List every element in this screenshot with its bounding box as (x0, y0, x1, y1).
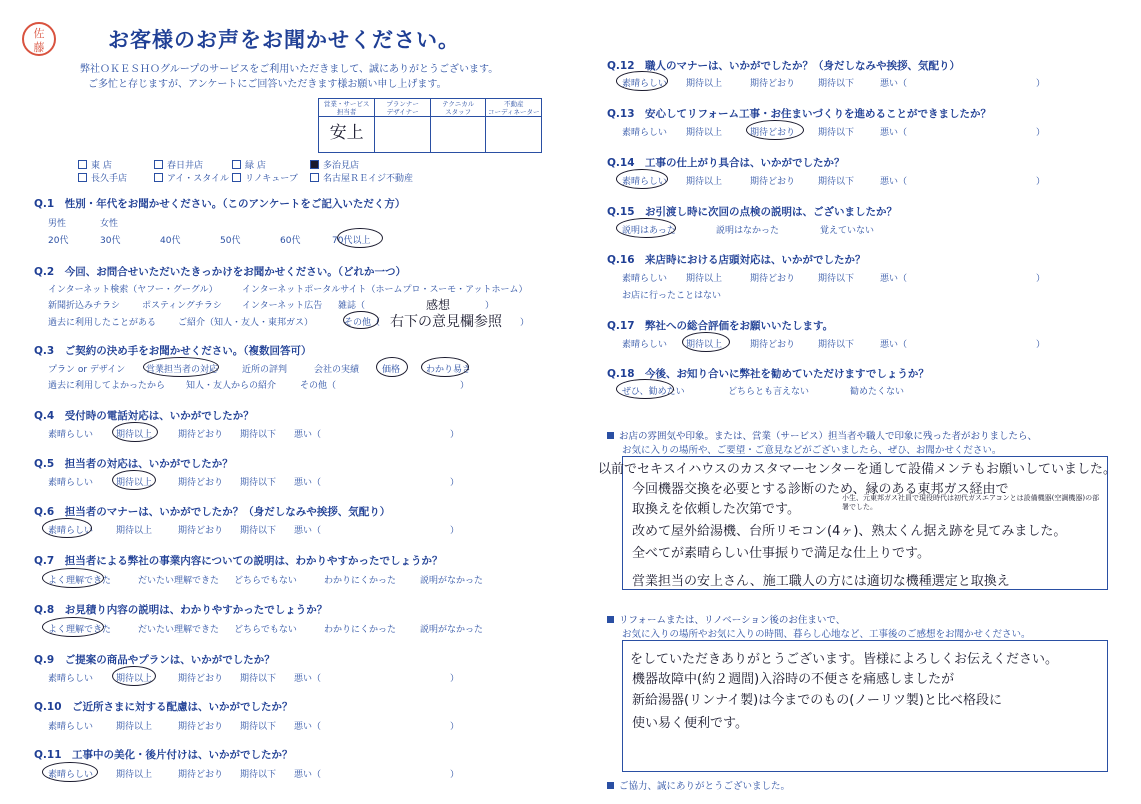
q10-opt-bad[interactable]: 悪い（ (294, 722, 322, 732)
q2-answer-circle (343, 311, 379, 329)
q4-answer-circle (112, 422, 158, 442)
checkbox-icon (154, 173, 163, 182)
q11-opt-below[interactable]: 期待以下 (240, 770, 277, 780)
store-midori[interactable]: 緑 店 (232, 158, 310, 171)
q11-opt-expected[interactable]: 期待どおり (178, 770, 224, 780)
q8-answer-circle (42, 617, 104, 637)
q6-opt-above[interactable]: 期待以上 (116, 526, 153, 536)
q3-other[interactable]: その他（ (300, 381, 337, 391)
q13-opt-close: ） (1036, 128, 1046, 138)
q2-posting-flyer[interactable]: ポスティングチラシ (142, 301, 222, 311)
q13-opt-bad[interactable]: 悪い（ (880, 128, 908, 138)
q16-label: Q.16 来店時における店頭対応は、いかがでしたか？ (607, 254, 866, 266)
staff-sales-name: 安上 (329, 123, 364, 143)
comment1-side-note: 小生、元東邦ガス社員で現役時代は初代ガスエアコンとは設備機器(空調機器)の部署でした。 (842, 494, 1100, 511)
q4-opt-expected[interactable]: 期待どおり (178, 430, 224, 440)
q12-opt-excellent[interactable]: 素晴らしい (622, 79, 668, 89)
q14-options (622, 174, 1045, 187)
q10-opt-above[interactable]: 期待以上 (116, 722, 153, 732)
q5-options (48, 475, 459, 488)
q3-past-use[interactable]: 過去に利用してよかったから (48, 381, 166, 391)
q16-opt-never-visited[interactable]: お店に行ったことはない (622, 291, 722, 301)
store-kasugai[interactable]: 春日井店 (154, 158, 232, 171)
q4-opt-bad[interactable]: 悪い（ (294, 430, 322, 440)
comment1-line-5: 全べてが素晴らしい仕事振りで満足な仕上りです。 (632, 546, 930, 561)
checkbox-checked-icon (310, 160, 319, 169)
q6-answer-circle (42, 518, 92, 538)
q3-answer-circle-sales (143, 357, 219, 377)
q9-label: Q.9 ご提案の商品やプランは、いかがでしたか？ (34, 654, 275, 666)
q9-opt-close: ） (450, 674, 460, 684)
q10-label: Q.10 ご近所さまに対する配慮は、いかがでしたか？ (34, 701, 293, 713)
q7-answer-circle (42, 568, 104, 588)
q2-referral[interactable]: ご紹介（知人・友人・東邦ガス） (178, 318, 314, 328)
q17-opt-above[interactable]: 期待以上 (686, 340, 723, 350)
q1-age-50s[interactable]: 50代 (220, 236, 241, 246)
q18-opt-not-recommend[interactable]: 勧めたくない (850, 387, 905, 397)
checkbox-icon (78, 160, 87, 169)
q3-clarity[interactable]: わかり易さ (426, 365, 472, 375)
comment1-heading: お店の雰囲気や印象。または、営業（サービス）担当者や職人で印象に残った者がおりましたら、 (607, 428, 1037, 442)
checkbox-icon (232, 173, 241, 182)
q15-opt-dont-remember[interactable]: 覚えていない (820, 226, 875, 236)
q15-opt-yes[interactable]: 説明はあった (622, 226, 676, 236)
q5-answer-circle (112, 470, 156, 490)
q16-opt-close: ） (1036, 274, 1046, 284)
q5-label: Q.5 担当者の対応は、いかがでしたか？ (34, 458, 233, 470)
q12-opt-below[interactable]: 期待以下 (818, 79, 855, 89)
q11-label: Q.11 工事中の美化・後片付けは、いかがでしたか？ (34, 749, 293, 761)
q17-opt-below[interactable]: 期待以下 (818, 340, 855, 350)
q7-options (48, 573, 483, 586)
footer-thanks: ご協力、誠にありがとうございました。 (607, 778, 790, 792)
comment1-line-2: 今回機器交換を必要とする診断のため、縁のある東邦ガス経由で (632, 482, 1009, 497)
q13-opt-expected[interactable]: 期待どおり (750, 128, 796, 138)
q1-label: Q.1 性別・年代をお聞かせください。（このアンケートをご記入いただく方） (34, 198, 406, 210)
q17-opt-bad[interactable]: 悪い（ (880, 340, 908, 350)
q13-answer-circle (746, 120, 804, 140)
q10-options (48, 719, 459, 732)
q18-answer-circle (616, 379, 674, 399)
q18-opt-neutral[interactable]: どちらとも言えない (728, 387, 810, 397)
q12-options (622, 76, 1045, 89)
staff-header-realestate: 不動産 コーディネーター (486, 99, 542, 117)
comment2-line-3: 新給湯器(リンナイ製)は今までのもの(ノーリツ製)と比べ格段に (632, 693, 1002, 708)
q12-opt-expected[interactable]: 期待どおり (750, 79, 796, 89)
q17-opt-excellent[interactable]: 素晴らしい (622, 340, 668, 350)
q10-opt-below[interactable]: 期待以下 (240, 722, 277, 732)
q2-past-use[interactable]: 過去に利用したことがある (48, 318, 157, 328)
q15-label: Q.15 お引渡し時に次回の点検の説明は、ございましたか？ (607, 206, 898, 218)
q1-gender-row (48, 216, 118, 229)
q4-opt-excellent[interactable]: 素晴らしい (48, 430, 94, 440)
store-row-2 (78, 171, 413, 184)
q2-newspaper-flyer[interactable]: 新聞折込みチラシ (48, 301, 121, 311)
q2-magazine-close: ） (485, 301, 495, 311)
q3-reputation[interactable]: 近所の評判 (242, 365, 288, 375)
q5-opt-excellent[interactable]: 素晴らしい (48, 478, 94, 488)
q16-opt-bad[interactable]: 悪い（ (880, 274, 908, 284)
q13-options (622, 125, 1045, 138)
q4-opt-below[interactable]: 期待以下 (240, 430, 277, 440)
q2-magazine[interactable]: 雑誌（ (338, 301, 366, 311)
comment2-heading: リフォームまたは、リノベーション後のお住まいで、 (607, 612, 845, 626)
q13-opt-above[interactable]: 期待以上 (686, 128, 723, 138)
q10-opt-excellent[interactable]: 素晴らしい (48, 722, 94, 732)
q12-opt-above[interactable]: 期待以上 (686, 79, 723, 89)
q2-internet-ad[interactable]: インターネット広告 (242, 301, 323, 311)
staff-header-planner: プランナー デザイナー (375, 99, 431, 117)
q3-answer-circle-clarity (421, 357, 472, 377)
q14-opt-bad[interactable]: 悪い（ (880, 177, 908, 187)
q9-answer-circle (112, 666, 156, 686)
q17-opt-close: ） (1036, 340, 1046, 350)
staff-sales-cell[interactable] (319, 117, 375, 153)
intro-text: 弊社ＯＫＥＳＨＯグループのサービスをご利用いただきまして、誠にありがとうございます。 ご多忙と存じますが、アンケートにご回答いただきます様お願い申し上げます。 (80, 64, 499, 90)
q8-label: Q.8 お見積り内容の説明は、わかりやすかったでしょうか？ (34, 604, 328, 616)
staff-header-sales: 営業・サービス 担当者 (319, 99, 375, 117)
q4-label: Q.4 受付時の電話対応は、いかがでしたか？ (34, 410, 254, 422)
q12-opt-bad[interactable]: 悪い（ (880, 79, 908, 89)
q3-sales-staff[interactable]: 営業担当者の対応 (146, 365, 219, 375)
q1-age-40s[interactable]: 40代 (160, 236, 181, 246)
q14-opt-close: ） (1036, 177, 1046, 187)
q2-portal-site[interactable]: インターネットポータルサイト（ホームプロ・スーモ・アットホーム） (242, 285, 528, 295)
q13-label: Q.13 安心してリフォーム工事・お住まいづくりを進めることができましたか？ (607, 108, 992, 120)
q3-friend-referral[interactable]: 知人・友人からの紹介 (186, 381, 277, 391)
q18-opt-recommend[interactable]: ぜひ、勧めたい (622, 387, 685, 397)
comment2-subheading: お気に入りの場所やお気に入りの時間、暮らし心地など、工事後のご感想をお聞かせください。 (622, 629, 1031, 640)
q14-label: Q.14 工事の仕上がり具合は、いかがでしたか？ (607, 157, 845, 169)
q14-opt-below[interactable]: 期待以下 (818, 177, 855, 187)
q13-opt-excellent[interactable]: 素晴らしい (622, 128, 668, 138)
q7-opt-neutral[interactable]: どちらでもない (234, 576, 297, 586)
q14-answer-circle (616, 169, 668, 189)
q3-price[interactable]: 価格 (382, 365, 401, 375)
q3-track-record[interactable]: 会社の実績 (314, 365, 360, 375)
comment1-line-1: 以前でセキスイハウスのカスタマーセンターを通して設備メンテもお願いしていました。 (598, 462, 1117, 477)
checkbox-icon (310, 173, 319, 182)
q7-opt-understood[interactable]: よく理解できた (48, 576, 112, 586)
q1-age-70s[interactable]: 70代以上 (332, 236, 371, 246)
q2-other[interactable]: その他（ (344, 318, 381, 328)
q3-row-2 (48, 378, 469, 391)
q11-options (48, 767, 459, 780)
q15-opt-no[interactable]: 説明はなかった (716, 226, 780, 236)
square-bullet-icon (607, 616, 614, 623)
comment2-line-2: 機器故障中(約２週間)入浴時の不便さを痛感しましたが (632, 672, 955, 687)
comment1-line-3: 取換えを依頼した次第です。 (632, 502, 800, 517)
q1-age-20s[interactable]: 20代 (48, 236, 69, 246)
q8-opt-none[interactable]: 説明がなかった (420, 625, 484, 635)
store-renocube[interactable]: リノキューブ (232, 171, 310, 184)
page-title: お客様のお声をお聞かせください。 (108, 28, 460, 52)
q4-opt-close: ） (450, 430, 460, 440)
q1-age-30s[interactable]: 30代 (100, 236, 121, 246)
q17-label: Q.17 弊社への総合評価をお願いいたします。 (607, 320, 834, 332)
q3-plan-design[interactable]: プラン or デザイン (48, 365, 126, 375)
q1-answer-circle (337, 228, 383, 248)
q14-opt-above[interactable]: 期待以上 (686, 177, 723, 187)
q8-options (48, 622, 483, 635)
checkbox-icon (78, 173, 87, 182)
q6-options (48, 523, 459, 536)
name-seal-stamp: 佐藤 (22, 22, 56, 56)
q4-options (48, 427, 459, 440)
q17-opt-expected[interactable]: 期待どおり (750, 340, 796, 350)
q5-opt-above[interactable]: 期待以上 (116, 478, 153, 488)
checkbox-icon (232, 160, 241, 169)
q5-opt-bad[interactable]: 悪い（ (294, 478, 322, 488)
staff-planner-cell[interactable] (375, 117, 431, 153)
q11-opt-bad[interactable]: 悪い（ (294, 770, 322, 780)
q6-label: Q.6 担当者のマナーは、いかがでしたか？（身だしなみや挨拶、気配り） (34, 506, 391, 518)
q7-opt-mostly[interactable]: だいたい理解できた (138, 576, 220, 586)
q2-row-1 (48, 282, 527, 295)
q3-other-close: ） (460, 381, 470, 391)
comment1-line-4: 改めて屋外給湯機、台所リモコン(4ヶ)、熟太くん据え跡を見てみました。 (632, 524, 1067, 539)
q15-answer-circle (616, 218, 676, 238)
square-bullet-icon (607, 782, 614, 789)
staff-technical-cell[interactable] (430, 117, 486, 153)
q9-opt-below[interactable]: 期待以下 (240, 674, 277, 684)
q12-opt-close: ） (1036, 79, 1046, 89)
q9-opt-expected[interactable]: 期待どおり (178, 674, 224, 684)
store-nagoya-realestate[interactable]: 名古屋ＲＥイジ不動産 (310, 174, 413, 184)
staff-table (318, 98, 542, 153)
q1-male[interactable]: 男性 (48, 219, 67, 229)
q11-opt-excellent[interactable]: 素晴らしい (48, 770, 94, 780)
store-istyle[interactable]: アイ・スタイル (154, 171, 232, 184)
comment2-line-1: をしていただきありがとうございます。皆様によろしくお伝えください。 (630, 652, 1058, 667)
q16-opt-excellent[interactable]: 素晴らしい (622, 274, 668, 284)
q4-opt-above[interactable]: 期待以上 (116, 430, 153, 440)
q9-opt-above[interactable]: 期待以上 (116, 674, 153, 684)
q16-opt-expected[interactable]: 期待どおり (750, 274, 796, 284)
q11-opt-close: ） (450, 770, 460, 780)
q10-opt-close: ） (450, 722, 460, 732)
q8-opt-understood[interactable]: よく理解できた (48, 625, 112, 635)
q7-label: Q.7 担当者による弊社の事業内容についての説明は、わかりやすかったでしょうか？ (34, 555, 443, 567)
q7-opt-none[interactable]: 説明がなかった (420, 576, 484, 586)
q8-opt-mostly[interactable]: だいたい理解できた (138, 625, 220, 635)
q2-handwritten-note-top: 感想 (426, 298, 451, 312)
q9-opt-excellent[interactable]: 素晴らしい (48, 674, 94, 684)
q6-opt-close: ） (450, 526, 460, 536)
q16-options (622, 271, 1045, 284)
square-bullet-icon (607, 432, 614, 439)
q8-opt-unclear[interactable]: わかりにくかった (324, 625, 397, 635)
q11-opt-above[interactable]: 期待以上 (116, 770, 153, 780)
q5-opt-below[interactable]: 期待以下 (240, 478, 277, 488)
q6-opt-below[interactable]: 期待以下 (240, 526, 277, 536)
q12-label: Q.12 職人のマナーは、いかがでしたか？（身だしなみや挨拶、気配り） (607, 60, 961, 72)
q8-opt-neutral[interactable]: どちらでもない (234, 625, 297, 635)
q2-internet-search[interactable]: インターネット検索（ヤフー・グーグル） (48, 285, 218, 295)
q9-options (48, 671, 459, 684)
q3-answer-circle-price (376, 357, 408, 377)
comment2-line-4: 使い易く便利です。 (632, 716, 748, 731)
q16-opt-below[interactable]: 期待以下 (818, 274, 855, 284)
q3-label: Q.3 ご契約の決め手をお聞かせください。（複数回答可） (34, 345, 312, 357)
q1-female[interactable]: 女性 (100, 219, 119, 229)
q1-age-row (48, 233, 370, 246)
q2-handwritten-note: 右下の意見欄参照 (390, 314, 502, 330)
q6-opt-excellent[interactable]: 素晴らしい (48, 526, 94, 536)
q5-opt-close: ） (450, 478, 460, 488)
checkbox-icon (154, 160, 163, 169)
q17-answer-circle (682, 332, 730, 352)
q11-answer-circle (42, 762, 98, 782)
q10-opt-expected[interactable]: 期待どおり (178, 722, 224, 732)
store-nagakute[interactable]: 長久手店 (78, 171, 154, 184)
staff-realestate-cell[interactable] (486, 117, 542, 153)
q2-other-close: ） (520, 318, 530, 328)
q14-opt-expected[interactable]: 期待どおり (750, 177, 796, 187)
q2-label: Q.2 今回、お問合せいただいたきっかけをお聞かせください。（どれか一つ） (34, 266, 406, 278)
q5-opt-expected[interactable]: 期待どおり (178, 478, 224, 488)
store-row-1 (78, 158, 359, 171)
q14-opt-excellent[interactable]: 素晴らしい (622, 177, 668, 187)
q6-opt-bad[interactable]: 悪い（ (294, 526, 322, 536)
store-higashi[interactable]: 東 店 (78, 158, 154, 171)
staff-header-technical: テクニカル スタッフ (430, 99, 486, 117)
comment1-line-6: 営業担当の安上さん、施工職人の方には適切な機種選定と取換え (632, 574, 1010, 589)
q12-answer-circle (616, 71, 668, 91)
store-tajimi[interactable]: 多治見店 (310, 161, 359, 171)
q9-opt-bad[interactable]: 悪い（ (294, 674, 322, 684)
comment1-subheading: お気に入りの場所や、ご要望・ご意見などがございましたら、ぜひ、お聞かせください。 (622, 445, 1002, 456)
q1-age-60s[interactable]: 60代 (280, 236, 301, 246)
q18-label: Q.18 今後、お知り合いに弊社を勧めていただけますでしょうか？ (607, 368, 929, 380)
q7-opt-unclear[interactable]: わかりにくかった (324, 576, 397, 586)
q13-opt-below[interactable]: 期待以下 (818, 128, 855, 138)
q6-opt-expected[interactable]: 期待どおり (178, 526, 224, 536)
q16-opt-above[interactable]: 期待以上 (686, 274, 723, 284)
